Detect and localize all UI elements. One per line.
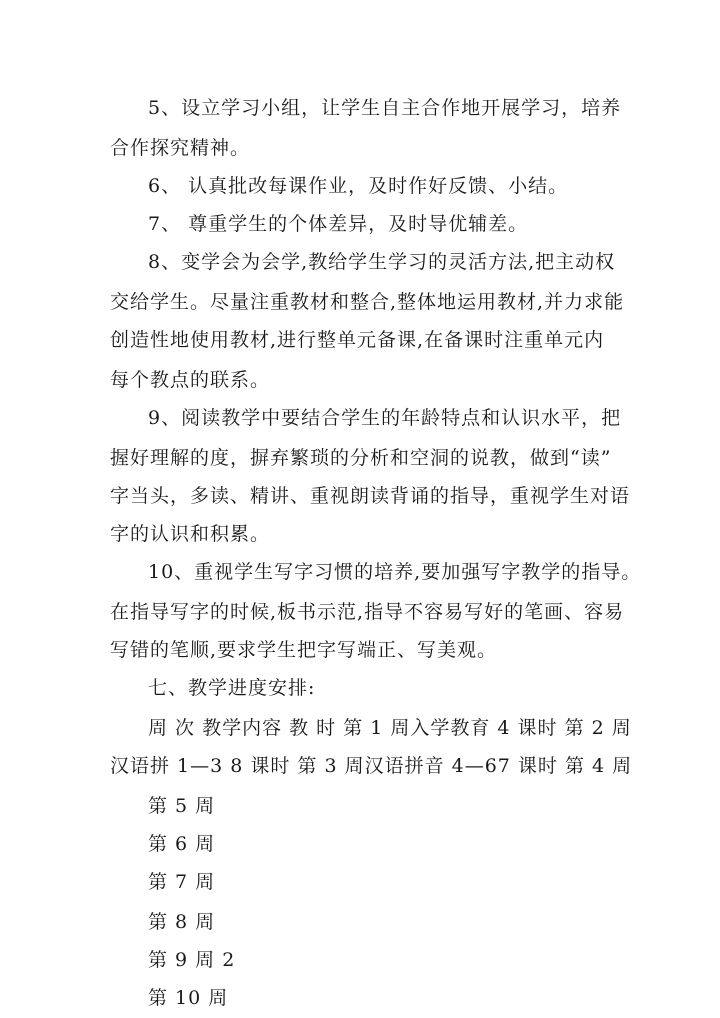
schedule-line: 第 7 周	[148, 871, 216, 893]
text-line: 写错的笔顺,要求学生把字写端正、写美观。	[110, 639, 498, 661]
schedule-line: 第 10 周	[148, 987, 229, 1009]
schedule-line: 第 9 周 2	[148, 949, 236, 971]
text-line: 7、 尊重学生的个体差异，及时导优辅差。	[148, 213, 529, 235]
schedule-line: 第 6 周	[148, 833, 216, 855]
text-line: 每个教点的联系。	[110, 369, 271, 391]
text-line: 字的认识和积累。	[110, 523, 271, 545]
text-line: 握好理解的度，摒弃繁琐的分析和空洞的说教，做到“读”	[110, 447, 612, 469]
schedule-line: 第 5 周	[148, 795, 216, 817]
text-line: 5、设立学习小组，让学生自主合作地开展学习，培养	[148, 97, 622, 119]
text-line: 合作探究精神。	[110, 137, 251, 159]
text-line: 创造性地使用教材,进行整单元备课,在备课时注重单元内	[110, 329, 605, 351]
section-heading: 七、教学进度安排:	[148, 677, 316, 699]
text-line: 6、 认真批改每课作业，及时作好反馈、小结。	[148, 175, 569, 197]
schedule-line: 第 8 周	[148, 911, 216, 933]
text-line: 9、阅读教学中要结合学生的年龄特点和认识水平，把	[148, 407, 622, 429]
schedule-line: 周 次 教学内容 教 时 第 1 周入学教育 4 课时 第 2 周	[148, 717, 632, 739]
text-line: 在指导写字的时候,板书示范,指导不容易写好的笔画、容易	[110, 601, 625, 623]
text-line: 字当头，多读、精讲、重视朗读背诵的指导，重视学生对语	[110, 485, 631, 507]
text-line: 交给学生。尽量注重教材和整合,整体地运用教材,并力求能	[110, 291, 625, 313]
text-line: 8、变学会为会学,教给学生学习的灵活方法,把主动权	[148, 251, 616, 273]
text-line: 10、重视学生写字习惯的培养,要加强写字教学的指导。	[148, 561, 642, 583]
schedule-line: 汉语拼 1—3 8 课时 第 3 周汉语拼音 4—67 课时 第 4 周	[110, 755, 633, 777]
